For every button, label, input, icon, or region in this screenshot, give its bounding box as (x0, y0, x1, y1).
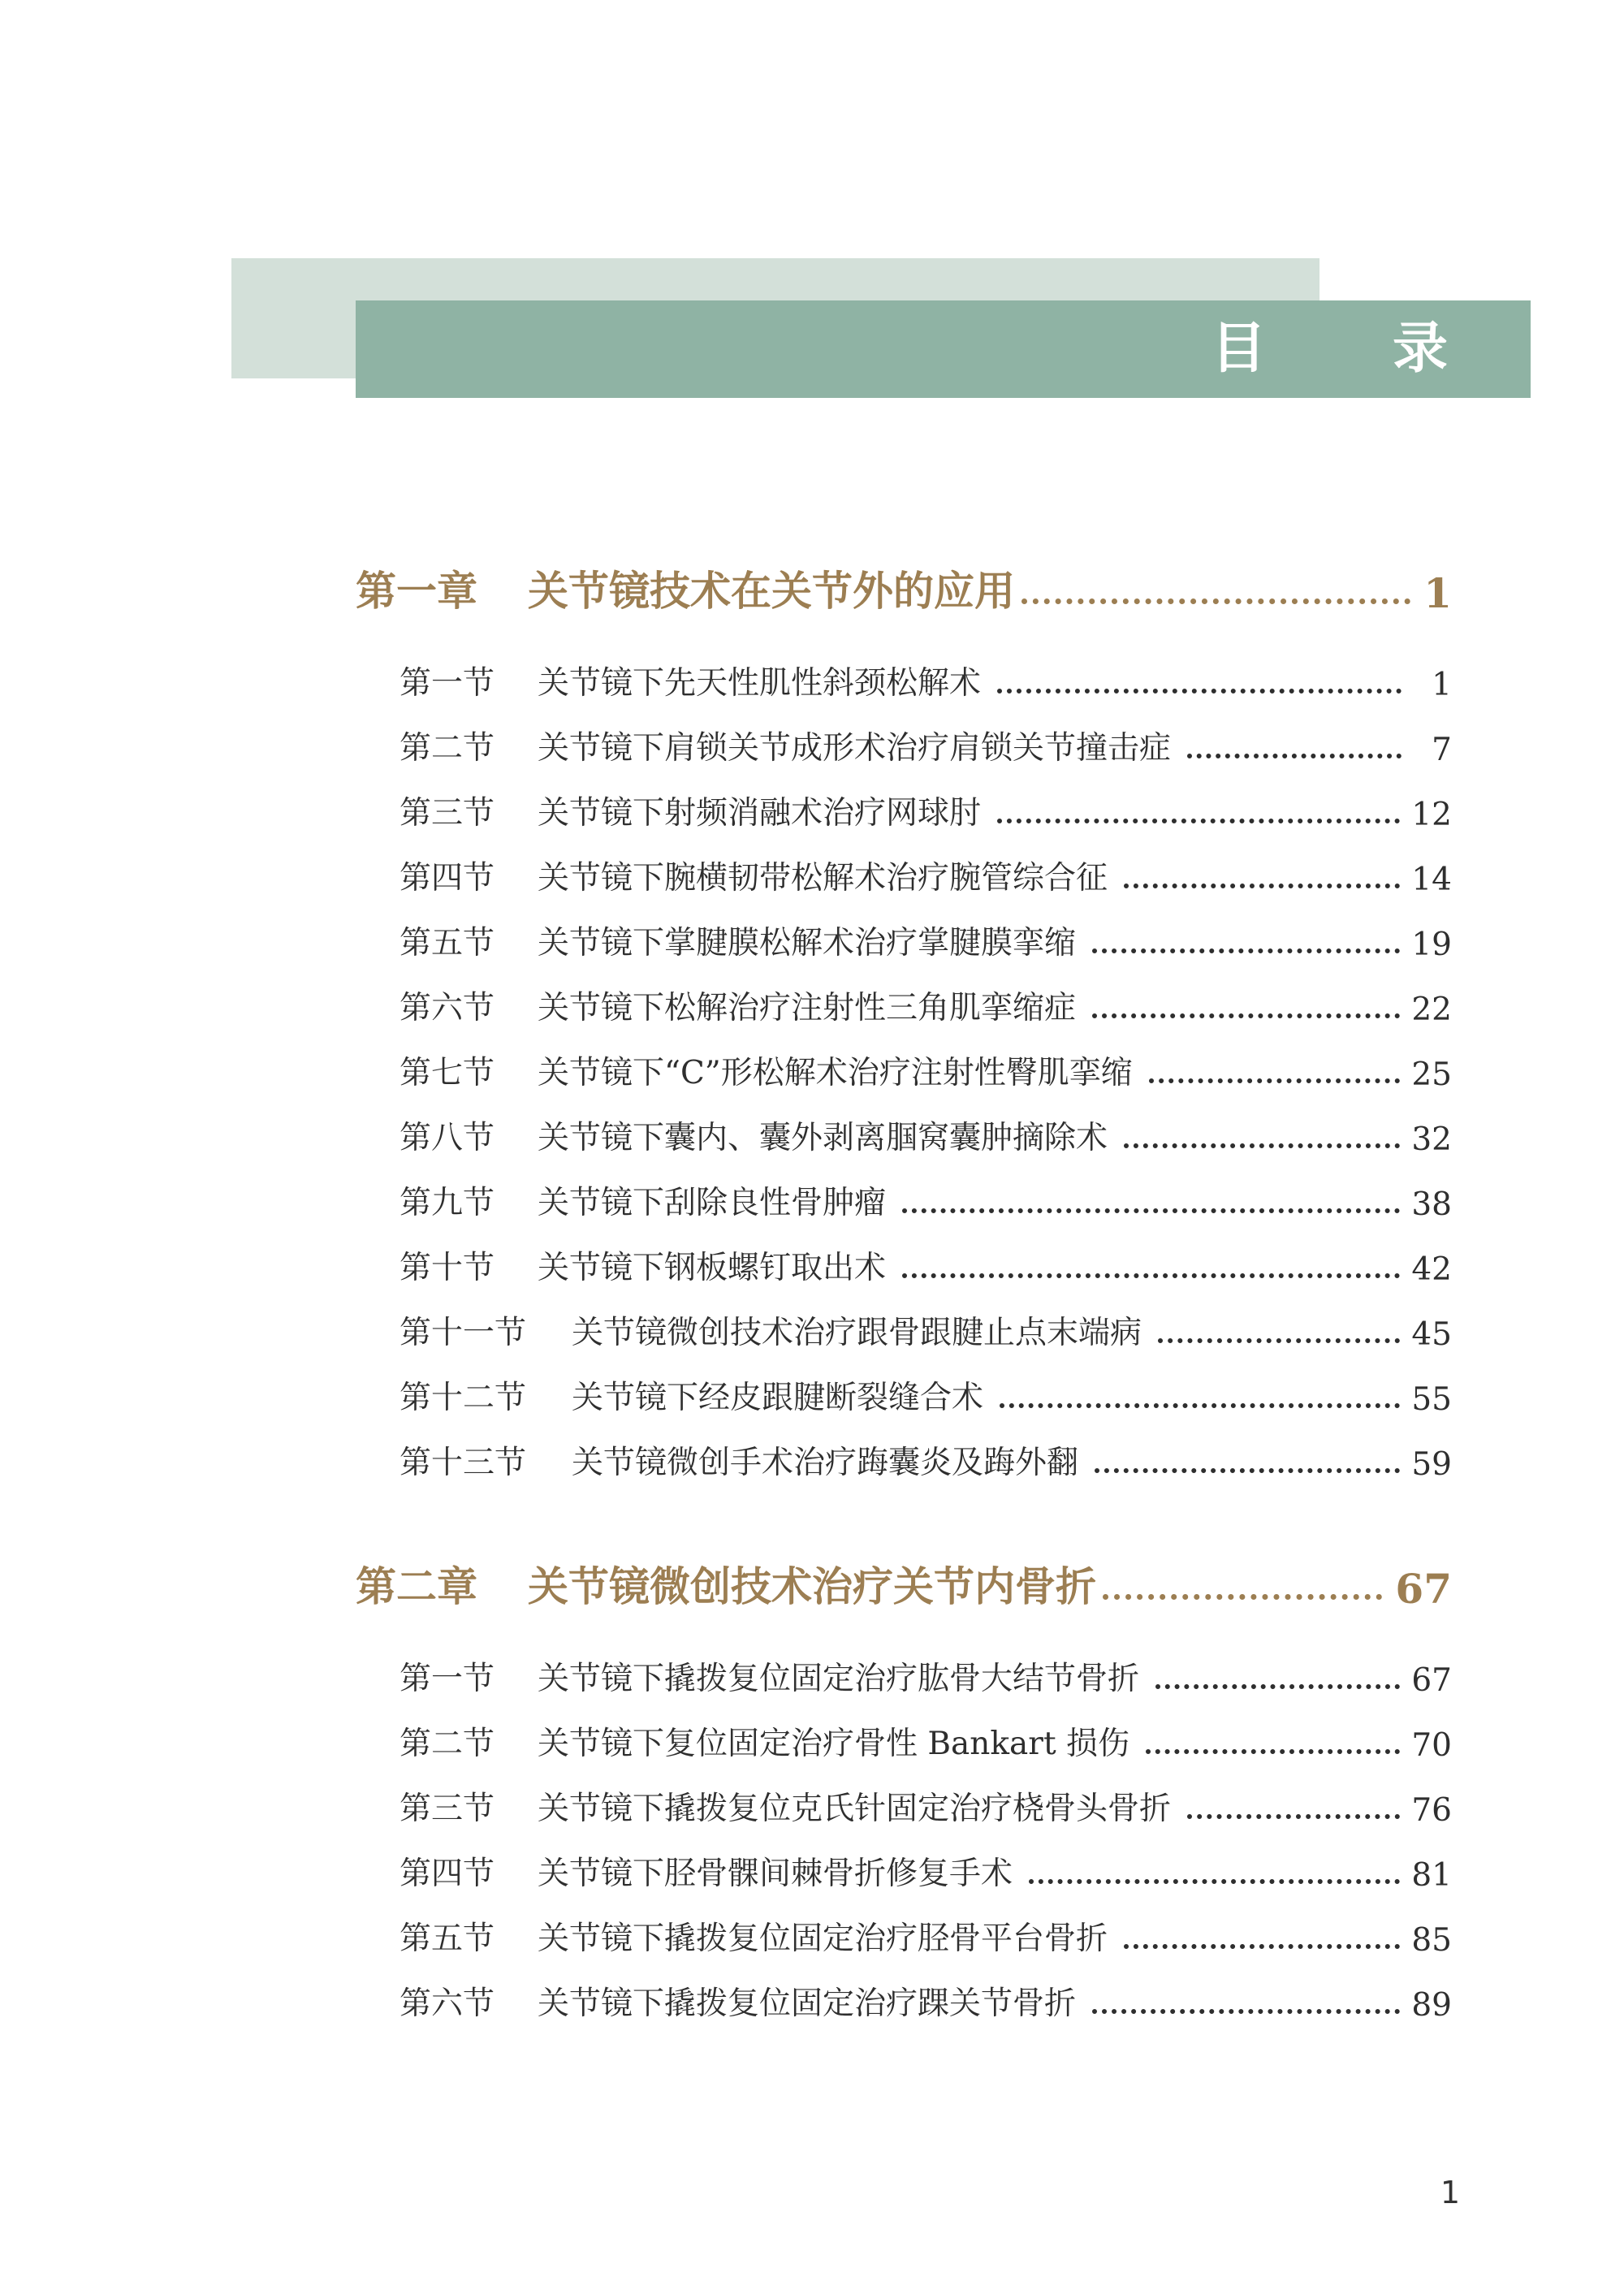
chapter-heading[interactable] (356, 552, 1452, 617)
section-page: 45 (1411, 1316, 1452, 1353)
section-title: 关节镜下肩锁关节成形术治疗肩锁关节撞击症 (538, 730, 1172, 767)
chapter-number: 第二章 (356, 1562, 477, 1610)
section-title: 关节镜下钢板螺钉取出术 (538, 1250, 887, 1286)
dot-leader (902, 1273, 1400, 1278)
section-number: 第七节 (400, 1055, 495, 1091)
section-entry[interactable] (400, 1109, 1452, 1158)
dot-leader (1103, 1594, 1382, 1600)
section-number: 第四节 (400, 860, 495, 897)
dot-leader (1158, 1338, 1400, 1343)
section-title: 关节镜下撬拨复位固定治疗肱骨大结节骨折 (538, 1661, 1140, 1697)
dot-leader (1092, 1013, 1400, 1018)
section-number: 第五节 (400, 1921, 495, 1957)
section-page: 42 (1411, 1251, 1452, 1288)
dot-leader (1092, 948, 1400, 953)
section-title: 关节镜微创手术治疗踇囊炎及踇外翻 (572, 1445, 1079, 1481)
chapter-title: 关节镜微创技术治疗关节内骨折 (528, 1562, 1096, 1610)
section-number: 第二节 (400, 730, 495, 767)
section-page: 55 (1411, 1381, 1452, 1418)
section-number: 第八节 (400, 1120, 495, 1156)
dot-leader (902, 1208, 1400, 1213)
section-title: 关节镜下刮除良性骨肿瘤 (538, 1185, 887, 1221)
dot-leader (1146, 1749, 1400, 1754)
dot-leader (1095, 1468, 1400, 1473)
section-title: 关节镜下“C”形松解术治疗注射性臀肌挛缩 (538, 1055, 1133, 1091)
section-title: 关节镜下复位固定治疗骨性 Bankart 损伤 (538, 1726, 1130, 1762)
chapter-page: 67 (1395, 1565, 1452, 1613)
dot-leader (997, 689, 1402, 693)
section-page: 14 (1411, 862, 1452, 898)
toc-title: 目 录 (1211, 317, 1501, 381)
section-page: 12 (1411, 797, 1452, 833)
page-number: 1 (1440, 2175, 1460, 2210)
section-number: 第三节 (400, 1791, 495, 1827)
section-number: 第十三节 (400, 1445, 527, 1481)
section-number: 第四节 (400, 1856, 495, 1892)
section-title: 关节镜下撬拨复位克氏针固定治疗桡骨头骨折 (538, 1791, 1172, 1827)
section-entry[interactable] (400, 1845, 1452, 1894)
section-title: 关节镜下射频消融术治疗网球肘 (538, 795, 982, 832)
section-number: 第十节 (400, 1250, 495, 1286)
section-entry[interactable] (400, 1910, 1452, 1959)
section-title: 关节镜下经皮跟腱断裂缝合术 (572, 1380, 984, 1416)
section-page: 25 (1411, 1056, 1452, 1093)
section-number: 第六节 (400, 990, 495, 1026)
section-entry[interactable] (400, 1715, 1452, 1764)
dot-leader (1124, 1143, 1400, 1148)
section-title: 关节镜下掌腱膜松解术治疗掌腱膜挛缩 (538, 925, 1077, 961)
section-page: 81 (1411, 1857, 1452, 1894)
section-entry[interactable] (400, 1174, 1452, 1223)
section-number: 第一节 (400, 1661, 495, 1697)
section-entry[interactable] (400, 655, 1452, 703)
section-title: 关节镜下撬拨复位固定治疗胫骨平台骨折 (538, 1921, 1108, 1957)
section-title: 关节镜下囊内、囊外剥离腘窝囊肿摘除术 (538, 1120, 1108, 1156)
dot-leader (1149, 1078, 1401, 1083)
dot-leader (1124, 884, 1400, 888)
section-title: 关节镜下先天性肌性斜颈松解术 (538, 665, 982, 702)
dot-leader (1155, 1684, 1400, 1689)
section-entry[interactable] (400, 979, 1452, 1028)
dot-leader (1000, 1403, 1400, 1408)
section-entry[interactable] (400, 849, 1452, 898)
section-page: 89 (1411, 1987, 1452, 2024)
section-entry[interactable] (400, 1780, 1452, 1829)
section-title: 关节镜下松解治疗注射性三角肌挛缩症 (538, 990, 1077, 1026)
section-page: 67 (1411, 1662, 1452, 1699)
section-page: 7 (1432, 732, 1452, 768)
section-page: 85 (1411, 1922, 1452, 1959)
chapter-heading[interactable] (356, 1548, 1452, 1613)
section-entry[interactable] (400, 719, 1452, 768)
section-entry[interactable] (400, 1369, 1452, 1418)
section-page: 32 (1411, 1121, 1452, 1158)
section-number: 第二节 (400, 1726, 495, 1762)
section-entry[interactable] (400, 914, 1452, 963)
section-entry[interactable] (400, 784, 1452, 833)
section-page: 19 (1411, 927, 1452, 963)
section-number: 第十一节 (400, 1315, 527, 1351)
section-number: 第九节 (400, 1185, 495, 1221)
section-entry[interactable] (400, 1434, 1452, 1483)
dot-leader (1029, 1879, 1400, 1884)
section-number: 第五节 (400, 925, 495, 961)
dot-leader (1021, 598, 1410, 604)
dot-leader (997, 819, 1400, 823)
dot-leader (1124, 1944, 1400, 1949)
section-entry[interactable] (400, 1975, 1452, 2024)
section-number: 第六节 (400, 1985, 495, 2022)
section-number: 第三节 (400, 795, 495, 832)
section-page: 76 (1411, 1792, 1452, 1829)
section-number: 第十二节 (400, 1380, 527, 1416)
chapter-page: 1 (1423, 569, 1452, 617)
section-page: 70 (1411, 1727, 1452, 1764)
section-title: 关节镜下胫骨髁间棘骨折修复手术 (538, 1856, 1013, 1892)
section-entry[interactable] (400, 1239, 1452, 1288)
section-entry[interactable] (400, 1304, 1452, 1353)
section-number: 第一节 (400, 665, 495, 702)
section-entry[interactable] (400, 1044, 1452, 1093)
dot-leader (1187, 1814, 1400, 1819)
section-title: 关节镜下撬拨复位固定治疗踝关节骨折 (538, 1985, 1077, 2022)
section-page: 38 (1411, 1186, 1452, 1223)
section-title: 关节镜下腕横韧带松解术治疗腕管综合征 (538, 860, 1108, 897)
section-page: 22 (1411, 992, 1452, 1028)
dot-leader (1092, 2009, 1400, 2014)
dot-leader (1187, 754, 1402, 758)
chapter-title: 关节镜技术在关节外的应用 (528, 567, 1015, 615)
section-entry[interactable] (400, 1650, 1452, 1699)
section-page: 59 (1411, 1446, 1452, 1483)
section-title: 关节镜微创技术治疗跟骨跟腱止点末端病 (572, 1315, 1142, 1351)
section-page: 1 (1432, 667, 1452, 703)
chapter-number: 第一章 (356, 567, 477, 615)
